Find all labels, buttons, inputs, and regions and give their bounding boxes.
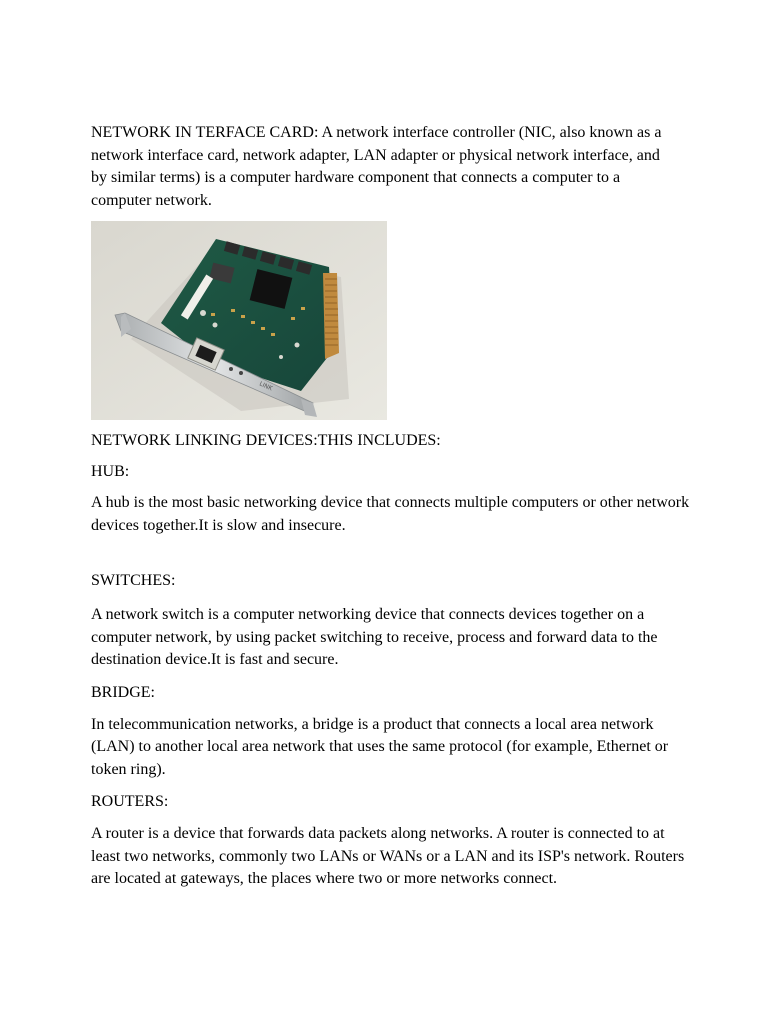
network-interface-card-photo — [91, 221, 387, 420]
routers-heading: ROUTERS: — [91, 793, 169, 810]
hub-heading: HUB: — [91, 463, 130, 480]
switches-heading: SWITCHES: — [91, 572, 176, 589]
bridge-heading: BRIDGE: — [91, 683, 155, 701]
svg-text:LINK: LINK — [258, 380, 274, 393]
switches-paragraph: A network switch is a computer networking device that connects devices together on a computer network, by using packet switching to receive, process and forward data to the destination device.It is fast and secure. — [91, 606, 658, 668]
document-page — [91, 122, 691, 891]
nic-intro-paragraph: NETWORK IN TERFACE CARD: A network interface controller (NIC, also known as a network interface card, network adapter, LAN adapter or physical network interface, and by similar terms) is a computer hardware component that connects a computer to a computer network. — [91, 124, 662, 209]
bridge-paragraph: In telecommunication networks, a bridge is a product that connects a local area network (LAN) to another local area network that uses the same protocol (for example, Ethernet or token ring). — [91, 715, 669, 778]
routers-paragraph: A router is a device that forwards data packets along networks. A router is connected to at least two networks, commonly two LANs or WANs or a LAN and its ISP's network. Routers are located at gateways, the places where two or more networks connect. — [91, 825, 685, 887]
linking-devices-heading: NETWORK LINKING DEVICES:THIS INCLUDES: — [91, 432, 441, 449]
hub-paragraph: A hub is the most basic networking device that connects multiple computers or other network devices together.It is slow and insecure. — [91, 494, 690, 534]
